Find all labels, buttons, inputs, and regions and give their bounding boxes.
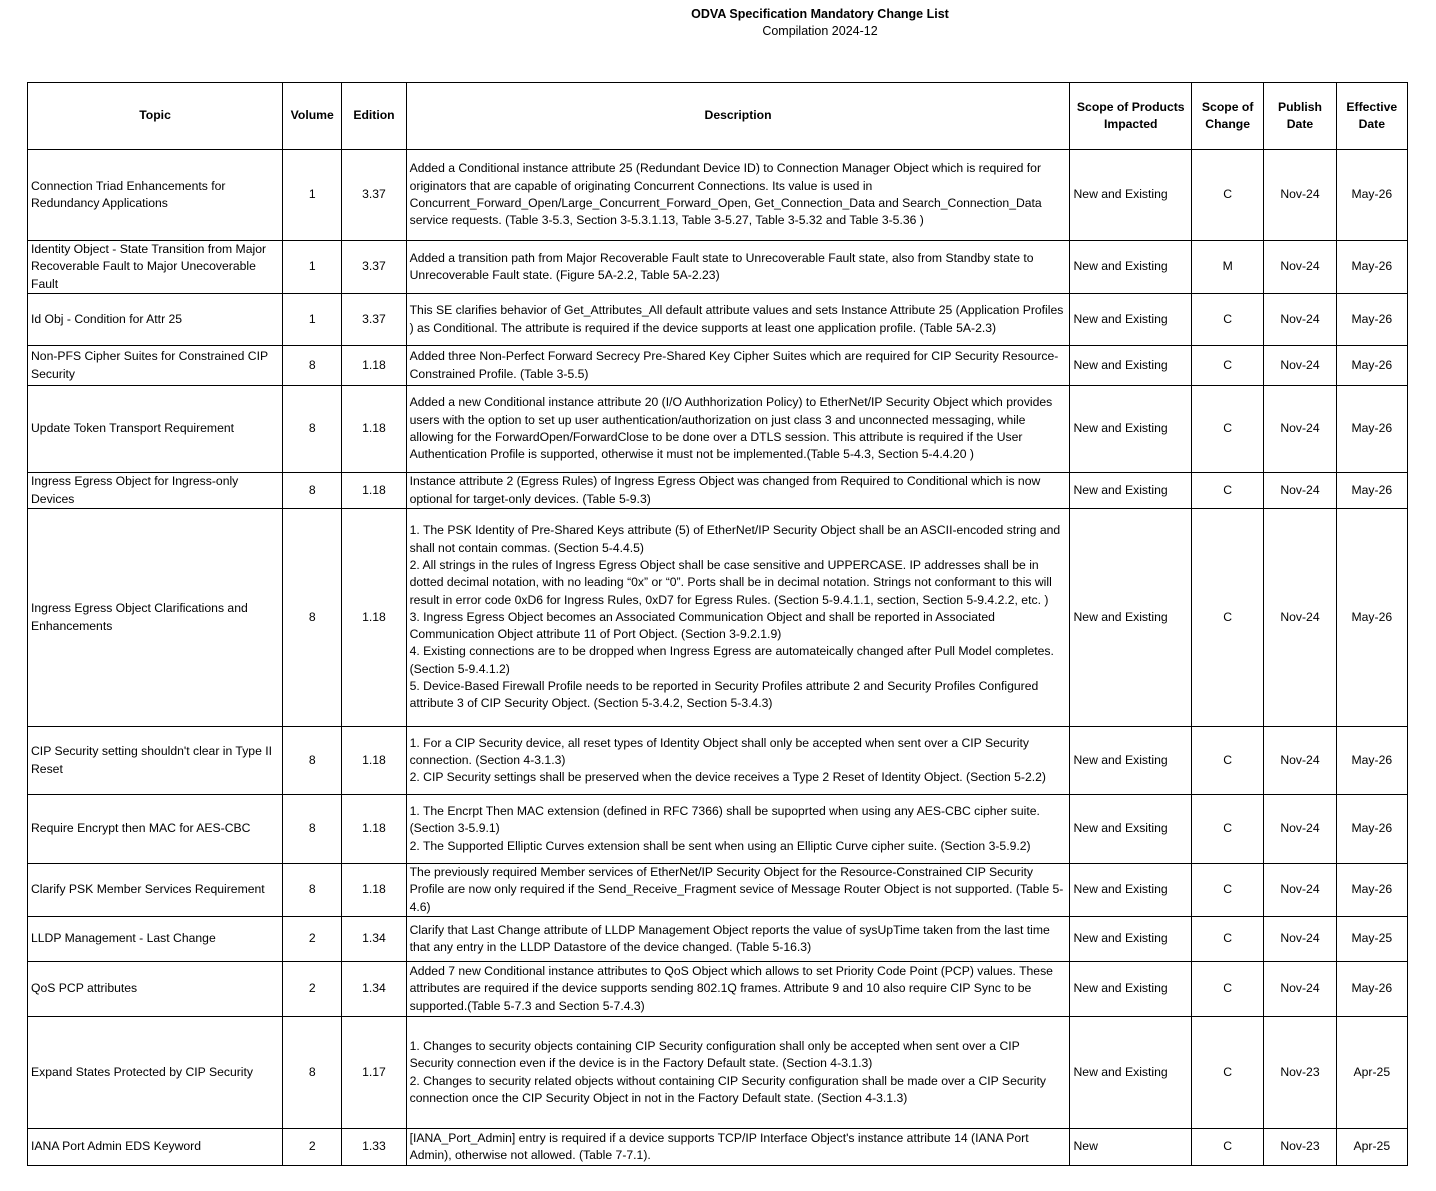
col-header-scope-change-line1: Scope of [1201, 99, 1254, 114]
cell-scope-products: New and Exsiting [1070, 795, 1192, 864]
col-header-scope-change [1192, 83, 1264, 150]
cell-topic: Ingress Egress Object for Ingress-only Devices [28, 473, 283, 509]
cell-scope-change: M [1192, 241, 1264, 294]
cell-description: Added 7 new Conditional instance attributes to QoS Object which allows to set Priority Code Point (PCP) values. These attributes are required if the device supports sending 802.1Q frames. Attribute 9 and 10 also require CIP Sync to be supported.(Table 5-7.3 and Section 5-7.4.3) [406, 962, 1070, 1017]
cell-edition: 1.18 [342, 795, 406, 864]
cell-scope-products: New and Existing [1070, 1017, 1192, 1129]
cell-scope-products: New and Existing [1070, 294, 1192, 346]
table-row [28, 346, 1408, 386]
cell-volume: 8 [283, 386, 342, 473]
cell-topic: Non-PFS Cipher Suites for Constrained CIP Security [28, 346, 283, 386]
cell-scope-products: New and Existing [1070, 509, 1192, 727]
cell-topic: Expand States Protected by CIP Security [28, 1017, 283, 1129]
cell-topic: Id Obj - Condition for Attr 25 [28, 294, 283, 346]
cell-publish-date: Nov-24 [1264, 864, 1336, 917]
cell-topic: IANA Port Admin EDS Keyword [28, 1129, 283, 1166]
cell-effective-date: May-26 [1336, 346, 1407, 386]
cell-volume: 8 [283, 1017, 342, 1129]
cell-edition: 3.37 [342, 241, 406, 294]
col-header-scope-products-line2: Impacted [1103, 117, 1158, 131]
cell-description: Instance attribute 2 (Egress Rules) of Ingress Egress Object was changed from Required to Conditional which is now optional for target-only devices. (Table 5-9.3) [406, 473, 1070, 509]
table-row [28, 473, 1408, 509]
cell-effective-date: May-26 [1336, 473, 1407, 509]
cell-scope-change: C [1192, 917, 1264, 962]
cell-topic: Ingress Egress Object Clarifications and Enhancements [28, 509, 283, 727]
cell-description: Added three Non-Perfect Forward Secrecy Pre-Shared Key Cipher Suites which are required for CIP Security Resource-Constrained Profile. (Table 3-5.5) [406, 346, 1070, 386]
col-header-publish-date [1264, 83, 1336, 150]
cell-volume: 2 [283, 917, 342, 962]
cell-effective-date: May-26 [1336, 294, 1407, 346]
cell-scope-change: C [1192, 509, 1264, 727]
col-header-effective-line1: Effective [1346, 99, 1398, 114]
cell-description: 1. The PSK Identity of Pre-Shared Keys attribute (5) of EtherNet/IP Security Object shall be an ASCII-encoded string and shall not contain commas. (Section 5-4.4.5) 2. All strings in the rules of Ingress Egress Object shall be case sensitive and UPPERCASE. IP addresses shall be in dotted decimal notation, with no leading “0x” or “0”. Ports shall be in decimal notation. Strings not conformant to this will result in error code 0xD6 for Ingress Rules, 0xD7 for Egress Rules. (Section 5-9.4.1.1, section, Section 5-9.4.2.2, etc. ) 3. Ingress Egress Object becomes an Associated Communication Object and shall be reported in Associated Communication Object attribute 11 of Port Object. (Section 3-9.2.1.9) 4. Existing connections are to be dropped when Ingress Egress are automateically changed after Pull Model completes. (Section 5-9.4.1.2) 5. Device-Based Firewall Profile needs to be reported in Security Profiles attribute 2 and Security Profiles Configured attribute 3 of CIP Security Object. (Section 5-3.4.2, Section 5-3.4.3) [406, 509, 1070, 727]
cell-effective-date: May-26 [1336, 150, 1407, 241]
cell-effective-date: May-26 [1336, 795, 1407, 864]
cell-edition: 1.34 [342, 917, 406, 962]
cell-volume: 8 [283, 795, 342, 864]
cell-publish-date: Nov-24 [1264, 917, 1336, 962]
cell-scope-products: New and Existing [1070, 150, 1192, 241]
cell-topic: LLDP Management - Last Change [28, 917, 283, 962]
table-row [28, 241, 1408, 294]
cell-scope-products: New and Existing [1070, 864, 1192, 917]
cell-description: Added a transition path from Major Recoverable Fault state to Unrecoverable Fault state, also from Standby state to Unrecoverable Fault state. (Figure 5A-2.2, Table 5A-2.23) [406, 241, 1070, 294]
header-row [28, 83, 1408, 150]
cell-edition: 1.18 [342, 386, 406, 473]
cell-scope-change: C [1192, 473, 1264, 509]
cell-publish-date: Nov-23 [1264, 1017, 1336, 1129]
table-row [28, 795, 1408, 864]
cell-volume: 8 [283, 473, 342, 509]
table-row [28, 509, 1408, 727]
cell-effective-date: May-26 [1336, 386, 1407, 473]
cell-effective-date: May-26 [1336, 509, 1407, 727]
cell-topic: Identity Object - State Transition from Major Recoverable Fault to Major Unecoverable Fault [28, 241, 283, 294]
cell-edition: 1.18 [342, 346, 406, 386]
cell-edition: 1.33 [342, 1129, 406, 1166]
table-row [28, 864, 1408, 917]
cell-topic: Update Token Transport Requirement [28, 386, 283, 473]
page-title: ODVA Specification Mandatory Change List [691, 7, 949, 21]
cell-scope-products: New and Existing [1070, 241, 1192, 294]
cell-volume: 8 [283, 727, 342, 795]
cell-publish-date: Nov-23 [1264, 1129, 1336, 1166]
col-header-edition: Edition [342, 83, 406, 150]
cell-scope-products: New and Existing [1070, 473, 1192, 509]
col-header-volume: Volume [283, 83, 342, 150]
cell-volume: 8 [283, 509, 342, 727]
page-subtitle: Compilation 2024-12 [762, 24, 878, 38]
cell-publish-date: Nov-24 [1264, 509, 1336, 727]
cell-scope-products: New and Existing [1070, 386, 1192, 473]
cell-scope-change: C [1192, 864, 1264, 917]
table-row [28, 150, 1408, 241]
cell-publish-date: Nov-24 [1264, 473, 1336, 509]
cell-topic: Clarify PSK Member Services Requirement [28, 864, 283, 917]
table-row [28, 294, 1408, 346]
table-row [28, 727, 1408, 795]
cell-publish-date: Nov-24 [1264, 241, 1336, 294]
cell-publish-date: Nov-24 [1264, 795, 1336, 864]
cell-edition: 3.37 [342, 150, 406, 241]
cell-description: Added a Conditional instance attribute 25 (Redundant Device ID) to Connection Manager Object which is required for originators that are capable of originating Concurrent Connections. Its value is used in Concurrent_Forward_Open/Large_Concurrent_Forward_Open, Get_Connection_Data and Search_Connection_Data service requests. (Table 3-5.3, Section 3-5.3.1.13, Table 3-5.27, Table 3-5.32 and Table 3-5.36 ) [406, 150, 1070, 241]
table-row [28, 1017, 1408, 1129]
cell-effective-date: May-26 [1336, 241, 1407, 294]
cell-scope-change: C [1192, 294, 1264, 346]
col-header-scope-change-line2: Change [1205, 117, 1250, 131]
cell-volume: 1 [283, 294, 342, 346]
cell-effective-date: Apr-25 [1336, 1129, 1407, 1166]
cell-topic: QoS PCP attributes [28, 962, 283, 1017]
cell-volume: 1 [283, 150, 342, 241]
cell-effective-date: Apr-25 [1336, 1017, 1407, 1129]
cell-scope-products: New [1070, 1129, 1192, 1166]
cell-volume: 8 [283, 864, 342, 917]
cell-scope-products: New and Existing [1070, 346, 1192, 386]
cell-scope-change: C [1192, 150, 1264, 241]
cell-scope-change: C [1192, 1017, 1264, 1129]
cell-edition: 1.18 [342, 473, 406, 509]
cell-volume: 1 [283, 241, 342, 294]
cell-description: [IANA_Port_Admin] entry is required if a device supports TCP/IP Interface Object's instance attribute 14 (IANA Port Admin), otherwise not allowed. (Table 7-7.1). [406, 1129, 1070, 1166]
col-header-effective-line2: Date [1358, 117, 1386, 131]
cell-publish-date: Nov-24 [1264, 346, 1336, 386]
cell-edition: 1.18 [342, 864, 406, 917]
cell-publish-date: Nov-24 [1264, 294, 1336, 346]
col-header-topic: Topic [28, 83, 283, 150]
cell-scope-change: C [1192, 795, 1264, 864]
col-header-scope-products-line1: Scope of Products [1076, 99, 1185, 114]
cell-publish-date: Nov-24 [1264, 386, 1336, 473]
col-header-scope-products [1070, 83, 1192, 150]
table-row [28, 917, 1408, 962]
cell-effective-date: May-25 [1336, 917, 1407, 962]
cell-scope-change: C [1192, 386, 1264, 473]
cell-volume: 2 [283, 962, 342, 1017]
cell-scope-products: New and Existing [1070, 962, 1192, 1017]
cell-description: 1. The Encrpt Then MAC extension (defined in RFC 7366) shall be supoprted when using any AES-CBC cipher suite. (Section 3-5.9.1) 2. The Supported Elliptic Curves extension shall be sent when using an Elliptic Curve cipher suite. (Section 3-5.9.2) [406, 795, 1070, 864]
cell-effective-date: May-26 [1336, 962, 1407, 1017]
cell-description: 1. For a CIP Security device, all reset types of Identity Object shall only be accepted when sent over a CIP Security connection. (Section 4-3.1.3) 2. CIP Security settings shall be preserved when the device receives a Type 2 Reset of Identity Object. (Section 5-2.2) [406, 727, 1070, 795]
col-header-publish-line2: Date [1286, 117, 1314, 131]
cell-scope-change: C [1192, 727, 1264, 795]
col-header-publish-line1: Publish [1277, 99, 1322, 114]
cell-effective-date: May-26 [1336, 864, 1407, 917]
cell-edition: 1.18 [342, 727, 406, 795]
table-row [28, 962, 1408, 1017]
cell-effective-date: May-26 [1336, 727, 1407, 795]
table-row [28, 1129, 1408, 1166]
col-header-effective-date [1336, 83, 1407, 150]
cell-description: 1. Changes to security objects containing CIP Security configuration shall only be accepted when sent over a CIP Security connection even if the device is in the Factory Default state. (Section 4-3.1.3) 2. Changes to security related objects without containing CIP Security configuration shall be made over a CIP Security connection once the CIP Security Object in not in the Factory Default state. (Section 4-3.1.3) [406, 1017, 1070, 1129]
cell-edition: 1.34 [342, 962, 406, 1017]
col-header-description: Description [406, 83, 1070, 150]
cell-volume: 8 [283, 346, 342, 386]
cell-publish-date: Nov-24 [1264, 727, 1336, 795]
cell-topic: Require Encrypt then MAC for AES-CBC [28, 795, 283, 864]
table-row [28, 386, 1408, 473]
cell-volume: 2 [283, 1129, 342, 1166]
cell-edition: 1.17 [342, 1017, 406, 1129]
cell-topic: CIP Security setting shouldn't clear in Type II Reset [28, 727, 283, 795]
cell-topic: Connection Triad Enhancements for Redundancy Applications [28, 150, 283, 241]
cell-description: Added a new Conditional instance attribute 20 (I/O Authhorization Policy) to EtherNet/IP Security Object which provides users with the option to set up user authentication/authorization on just class 3 and unconnected messaging, while allowing for the ForwardOpen/ForwardClose to be done over a DTLS session. This attribute is required if the User Authentication Profile is supported, otherwise it must not be implemented.(Table 5-4.3, Section 5-4.4.20 ) [406, 386, 1070, 473]
cell-description: Clarify that Last Change attribute of LLDP Management Object reports the value of sysUpTime taken from the last time that any entry in the LLDP Datastore of the device changed. (Table 5-16.3) [406, 917, 1070, 962]
cell-description: The previously required Member services of EtherNet/IP Security Object for the Resource-Constrained CIP Security Profile are now only required if the Send_Receive_Fragment sevice of Message Router Object is not supported. (Table 5-4.6) [406, 864, 1070, 917]
cell-scope-change: C [1192, 962, 1264, 1017]
cell-publish-date: Nov-24 [1264, 962, 1336, 1017]
cell-publish-date: Nov-24 [1264, 150, 1336, 241]
cell-scope-change: C [1192, 346, 1264, 386]
cell-scope-products: New and Existing [1070, 917, 1192, 962]
cell-edition: 1.18 [342, 509, 406, 727]
cell-scope-products: New and Existing [1070, 727, 1192, 795]
cell-description: This SE clarifies behavior of Get_Attributes_All default attribute values and sets Instance Attribute 25 (Application Profiles ) as Conditional. The attribute is required if the device supports at least one application profile. (Table 5A-2.3) [406, 294, 1070, 346]
cell-scope-change: C [1192, 1129, 1264, 1166]
cell-edition: 3.37 [342, 294, 406, 346]
change-list-table [27, 82, 1408, 1166]
